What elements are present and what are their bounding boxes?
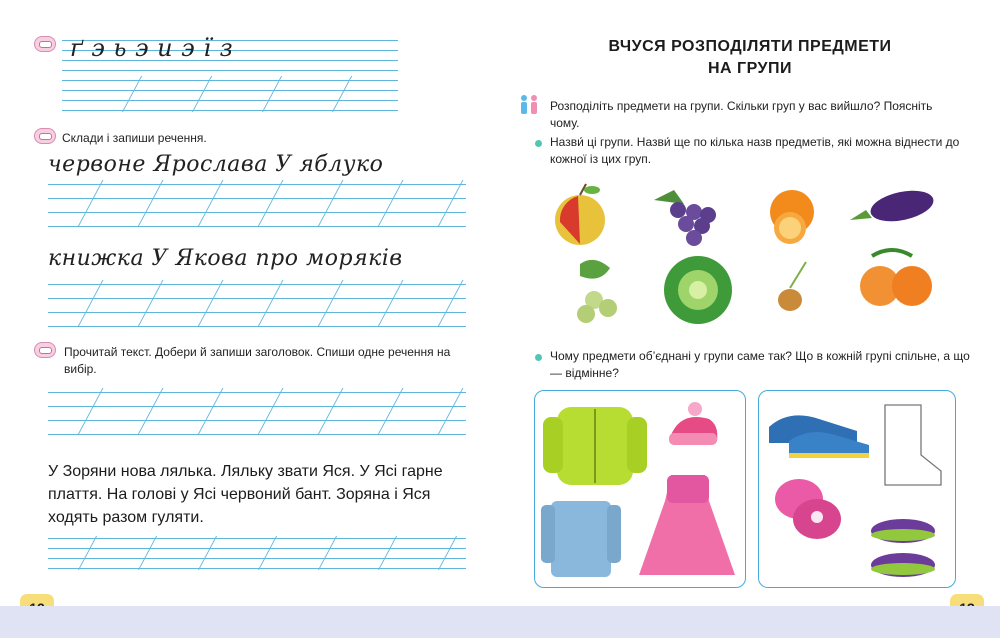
page-title (500, 36, 1000, 80)
reading-text: У Зоряни нова лялька. Ляльку звати Яся. У Ясі гарне плаття. На голові у Ясі червоний бант. Зоряна і Яся ходять разом гуляти. (48, 463, 443, 526)
jacket-icon (543, 407, 647, 485)
title-line-2: НА ГРУПИ (707, 60, 793, 77)
task2-instruction: Прочитай текст. Добери й запиши заголовок. Спиши одне речення на вибір. (64, 345, 451, 376)
writing-hand-icon (34, 128, 56, 144)
onion-icon (778, 262, 806, 311)
grapes-icon (654, 190, 716, 246)
copybook-lines-4 (48, 388, 466, 438)
shirt-icon (541, 501, 621, 577)
dress-icon (639, 475, 735, 575)
cursive-letters: ґ э ь э и э ї з (70, 34, 234, 62)
boot-icon (885, 405, 941, 485)
sneakers-icon (769, 415, 869, 458)
winter-hat-icon (669, 402, 717, 445)
copybook-lines-3 (48, 280, 466, 330)
bullet-icon (535, 140, 542, 147)
right-page (500, 0, 1000, 638)
question-2: Назви́ ці групи. Назви́ ще по кілька назв предметів, які можна віднести до кожної із цих груп. (550, 135, 960, 166)
produce-illustrations (550, 182, 970, 338)
question-1: Розподіліть предмети на групи. Скільки груп у вас вийшло? Поясніть чому. (550, 99, 933, 130)
shoes-group-frame (758, 390, 956, 588)
writing-hand-icon (34, 342, 56, 358)
apple-icon (555, 184, 605, 245)
slippers-icon (871, 519, 935, 577)
task1-words-1: червоне Ярослава У яблуко (48, 152, 384, 177)
writing-hand-icon (34, 36, 56, 52)
eggplant-icon (850, 186, 936, 227)
task1-words-2: книжка У Якова про моряків (48, 246, 403, 271)
apricots-icon (860, 250, 932, 306)
clothes-group-frame (534, 390, 746, 588)
page-bottom-band (0, 606, 1000, 638)
pair-work-icon (518, 94, 540, 116)
orange-icon (770, 190, 814, 244)
task1-instruction: Склади і запиши речення. (62, 131, 207, 145)
copybook-lines-5 (48, 536, 466, 576)
question-3: Чому предмети об’єднані у групи саме так? Що в кожній групі спільне, а що — відмінне? (550, 349, 970, 380)
bullet-icon (535, 354, 542, 361)
cabbage-icon (664, 256, 732, 324)
sandals-icon (775, 479, 841, 539)
copybook-lines-2 (48, 180, 466, 230)
title-line-1: ВЧУСЯ РОЗПОДІЛЯТИ ПРЕДМЕТИ (608, 38, 892, 55)
gooseberry-icon (577, 260, 617, 323)
